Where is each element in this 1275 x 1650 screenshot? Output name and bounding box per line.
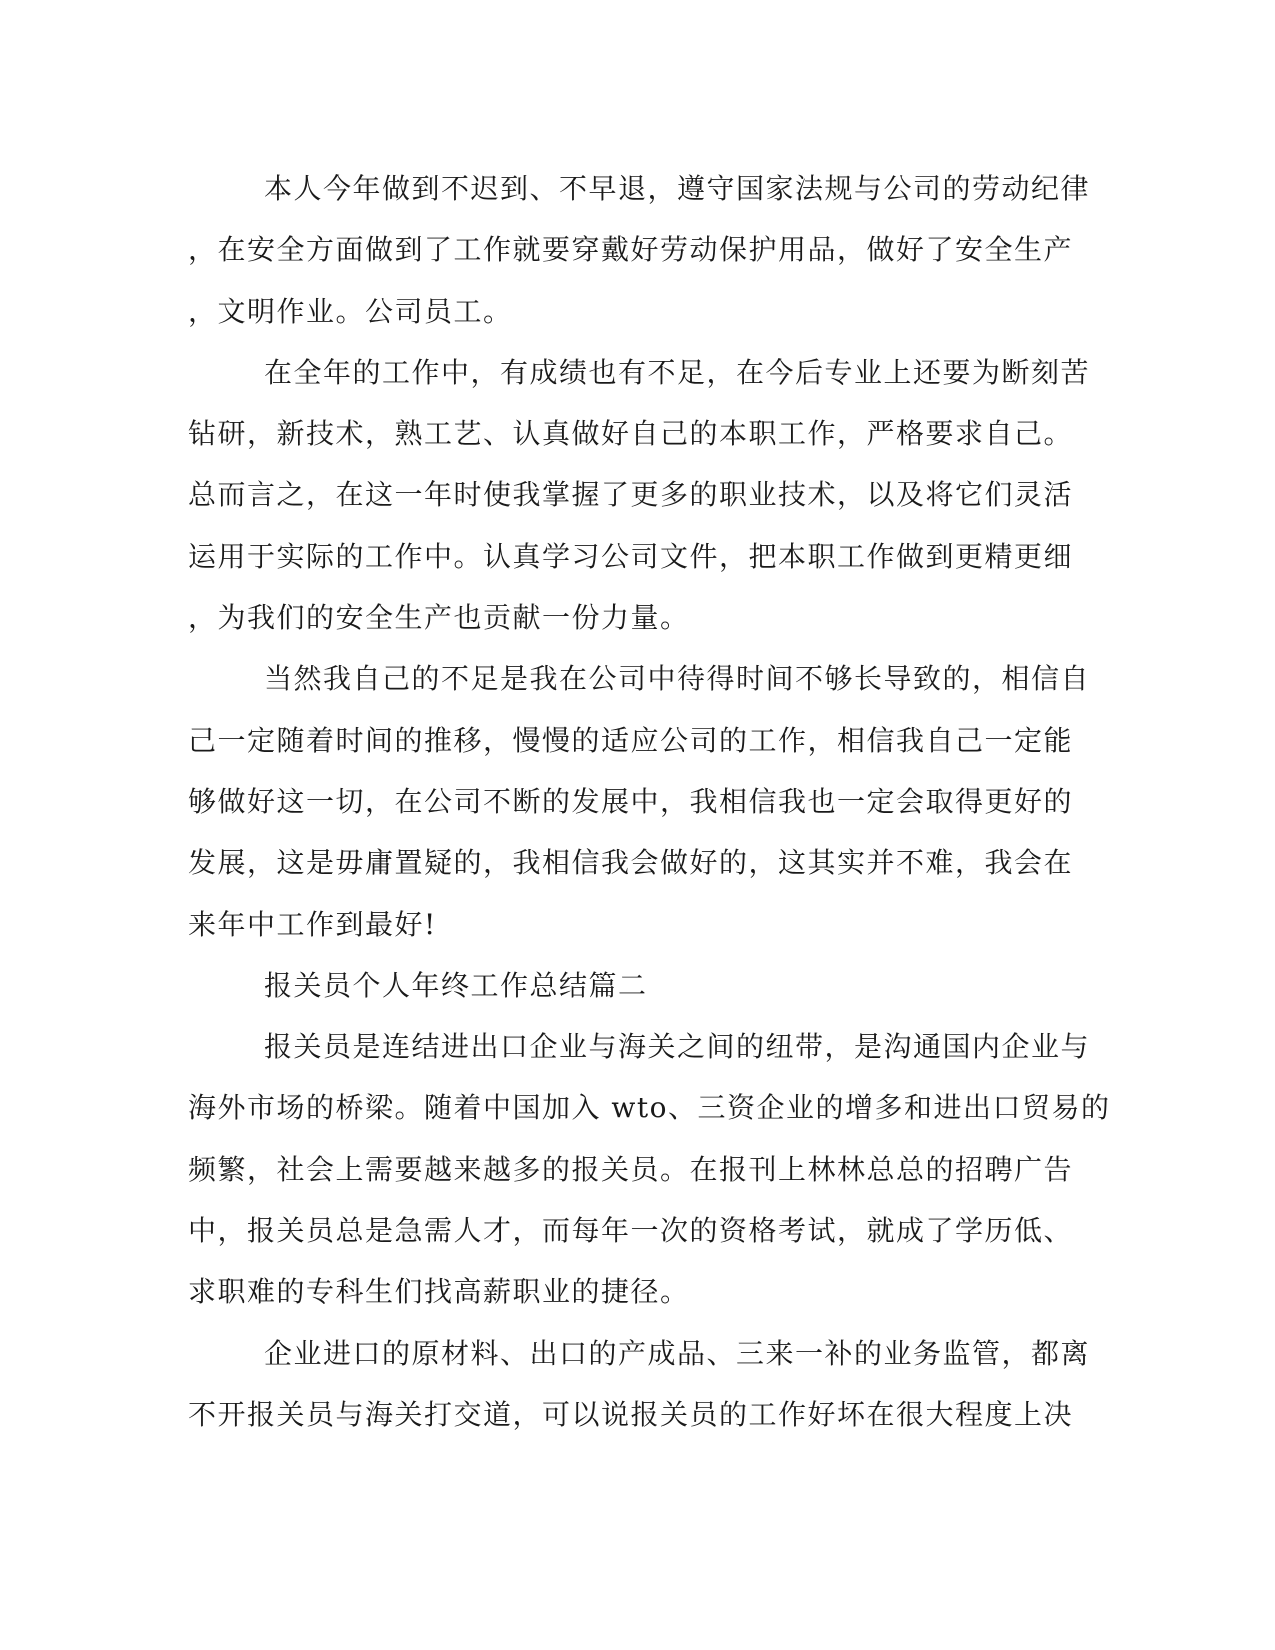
text-line: 当然我自己的不足是我在公司中待得时间不够长导致的，相信自 xyxy=(264,662,1091,696)
text-line: ，为我们的安全生产也贡献一份力量。 xyxy=(188,601,690,635)
text-line: 来年中工作到最好! xyxy=(188,907,437,941)
document-text xyxy=(188,158,1111,1445)
text-line: 在全年的工作中，有成绩也有不足，在今后专业上还要为断刻苦 xyxy=(264,355,1091,389)
text-line: 够做好这一切，在公司不断的发展中，我相信我也一定会取得更好的 xyxy=(188,784,1074,818)
text-line: ，文明作业。公司员工。 xyxy=(188,294,513,328)
text-line: 运用于实际的工作中。认真学习公司文件，把本职工作做到更精更细 xyxy=(188,539,1074,573)
text-line: 钻研，新技术，熟工艺、认真做好自己的本职工作，严格要求自己。 xyxy=(188,417,1074,451)
text-line: ，在安全方面做到了工作就要穿戴好劳动保护用品，做好了安全生产 xyxy=(188,233,1074,267)
text-line: 不开报关员与海关打交道，可以说报关员的工作好坏在很大程度上决 xyxy=(188,1397,1074,1431)
text-line: 中，报关员总是急需人才，而每年一次的资格考试，就成了学历低、 xyxy=(188,1214,1074,1248)
text-line: 报关员是连结进出口企业与海关之间的纽带，是沟通国内企业与 xyxy=(264,1030,1091,1064)
section-heading: 报关员个人年终工作总结篇二 xyxy=(264,968,648,1002)
text-line: 企业进口的原材料、出口的产成品、三来一补的业务监管，都离 xyxy=(264,1336,1091,1370)
text-line: 本人今年做到不迟到、不早退，遵守国家法规与公司的劳动纪律 xyxy=(264,172,1091,205)
text-line: 发展，这是毋庸置疑的，我相信我会做好的，这其实并不难，我会在 xyxy=(188,846,1074,880)
text-line: 己一定随着时间的推移，慢慢的适应公司的工作，相信我自己一定能 xyxy=(188,723,1074,757)
text-line: 频繁，社会上需要越来越多的报关员。在报刊上林林总总的招聘广告 xyxy=(188,1152,1074,1186)
text-line: 海外市场的桥梁。随着中国加入 wto、三资企业的增多和进出口贸易的 xyxy=(188,1091,1111,1125)
text-line: 求职难的专科生们找高薪职业的捷径。 xyxy=(188,1275,690,1309)
text-line: 总而言之，在这一年时使我掌握了更多的职业技术，以及将它们灵活 xyxy=(188,478,1074,512)
